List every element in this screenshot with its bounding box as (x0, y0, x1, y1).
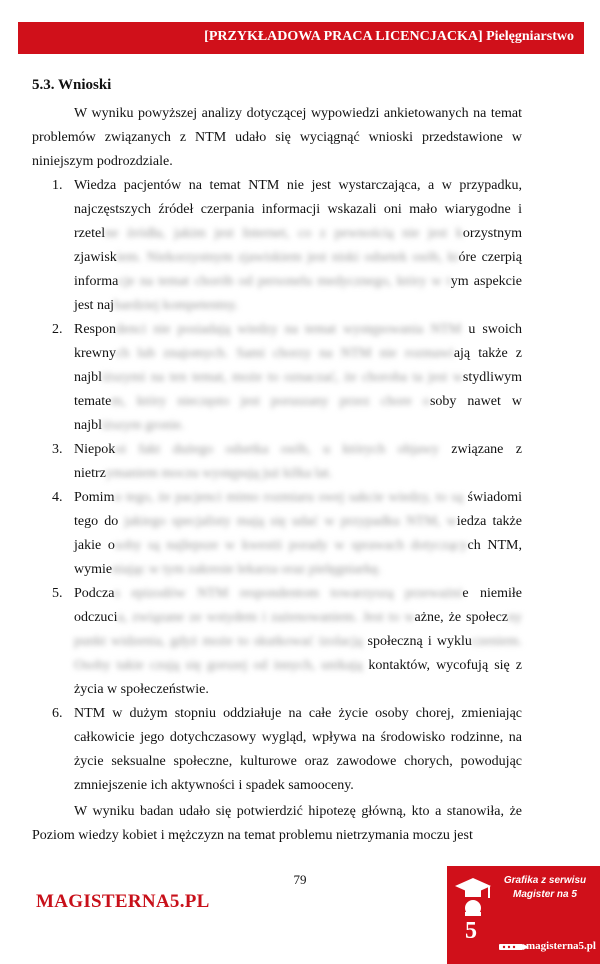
badge-url: magisterna5.pl (526, 940, 596, 952)
list-item-text: Wiedza pacjentów na temat NTM nie jest wystarczająca, a w przypadku, najczęstszych źródeł czerpania informacji wskazali oni mało wiarygodne i rzetel (74, 178, 522, 241)
list-item-text: u swoich krewny (74, 322, 522, 361)
blurred-text: ymaniem moczu występują już kilka lat. (105, 466, 333, 481)
list-item-number: 2. (52, 322, 63, 337)
list-item (32, 174, 522, 318)
blurred-text: ne źródła, jakim jest Internet, co z pewnością nie jest k (105, 226, 463, 241)
list-item-text: soby nawet w najbl (74, 394, 522, 433)
badge-five: 5 (465, 918, 477, 944)
badge-line2: Magister na 5 (513, 889, 577, 900)
list-item (32, 702, 522, 798)
list-item (32, 438, 522, 486)
blurred-text: czeniem. Osoby takie czują się gorszej od innych, unikają (74, 634, 522, 673)
blurred-text: denci nie posiadają wiedzy na temat występowania NTM (116, 322, 462, 337)
blurred-text: a, związane ze wstydem i zażenowaniem. Jest to w (117, 610, 415, 625)
header-title: [PRZYKŁADOWA PRACA LICENCJACKA] Pielęgniarstwo (204, 29, 574, 44)
list-item-number: 3. (52, 442, 63, 457)
blurred-text: oi fakt dużego odsetka osób, u których objawy (115, 442, 439, 457)
conclusion-paragraph: W wyniku badan udało się potwierdzić hipotezę główną, kto a stanowiła, że Poziom wiedzy kobiet i mężczyzn na temat problemu nietrzymania moczu jest (32, 804, 522, 843)
list-item-text: społeczną i wyklu (362, 634, 472, 649)
list-item-text: kontaktów, wycofują się z życia w społeczeństwie. (74, 658, 522, 697)
blurred-text: iższym gronie. (102, 418, 185, 433)
document-body (32, 102, 522, 848)
blurred-text: iższymi na ten temat, może to oznaczać, że choroba ta jest w (102, 370, 463, 385)
list-item-text: Podcza (74, 586, 115, 601)
blurred-text: m, który nieczęsto jest poruszany przez chore o (111, 394, 430, 409)
blurred-text: soby są najlepsze w kwestii porady w sprawach dotyczący (114, 538, 468, 553)
list-item-text: iedza także jakie o (74, 514, 522, 553)
list-item-text: óre czerpią informa (74, 250, 522, 289)
badge-line1: Grafika z serwisu (503, 875, 587, 886)
list-item-text: świadomi tego do (74, 490, 523, 529)
blurred-text: s epizodów NTM respondentom towarzyszą przeważni (114, 586, 463, 601)
conclusions-list (32, 174, 522, 798)
blurred-text: jakiego specjalisty mają się udać w przypadku NTM, w (118, 514, 457, 529)
list-item-number: 5. (52, 586, 63, 601)
list-item-number: 6. (52, 706, 63, 721)
list-item-text: Respon (74, 322, 116, 337)
list-item-text: ch NTM, wymie (74, 538, 523, 577)
blurred-text: iem. Niekorzystnym zjawiskiem jest niski odsetek osób, kt (116, 250, 459, 265)
list-item-text: związane z nietrz (74, 442, 522, 481)
list-item-text: ają także z najbl (74, 346, 522, 385)
blurred-text: cje na temat chorób od personelu medycznego, który w t (118, 274, 451, 289)
list-item-number: 1. (52, 178, 63, 193)
section-title: 5.3. Wnioski (32, 77, 112, 93)
list-item (32, 486, 522, 582)
list-item (32, 582, 522, 702)
blurred-text: ny punkt widzenia, gdyż może to skutkować izolacją (74, 610, 522, 649)
list-item-text: Niepok (74, 442, 116, 457)
list-item-text: ażne, że społecz (414, 610, 508, 625)
list-item-text: stydliwym temate (74, 370, 522, 409)
blurred-text: o tego, że pacjenci mimo rozmiaru swej sakcie wiedzy, to są (114, 490, 464, 505)
list-item-text: ym aspekcie jest naj (74, 274, 522, 313)
page-number: 79 (293, 872, 307, 887)
list-item-text: Pomim (74, 490, 115, 505)
footer-logo[interactable]: MAGISTERNA5.PL (36, 891, 210, 912)
blurred-text: niając w tym zakresie lekarza oraz pielęgniarkę. (112, 562, 382, 577)
list-item (32, 318, 522, 438)
blurred-text: ch lub znajomych. Sami chorzy na NTM nie rozmawi (116, 346, 454, 361)
intro-paragraph: W wyniku powyższej analizy dotyczącej wypowiedzi ankietowanych na temat problemów związanych z NTM udało się wyciągnąć wnioski przedstawione w niniejszym podrozdziale. (32, 106, 522, 169)
header-bar (18, 22, 584, 54)
blurred-text: bardziej kompetentny. (114, 298, 239, 313)
watermark-badge[interactable] (447, 866, 600, 964)
pencil-icon (499, 942, 529, 952)
list-item-text: orzystnym zjawisk (74, 226, 522, 265)
list-item-text: NTM w dużym stopniu oddziałuje na całe życie osoby chorej, zmieniając całkowicie jego dotychczasowy wygląd, wpływa na środowisko rodzinne, na życie seksualne społeczne, kulturowe oraz zawodowe chorych, powodując zmniejszenie ich aktywności i spadek samooceny. (74, 706, 522, 793)
list-item-text: e niemiłe odczuci (74, 586, 523, 625)
graduation-cap-icon (453, 874, 493, 916)
list-item-number: 4. (52, 490, 63, 505)
